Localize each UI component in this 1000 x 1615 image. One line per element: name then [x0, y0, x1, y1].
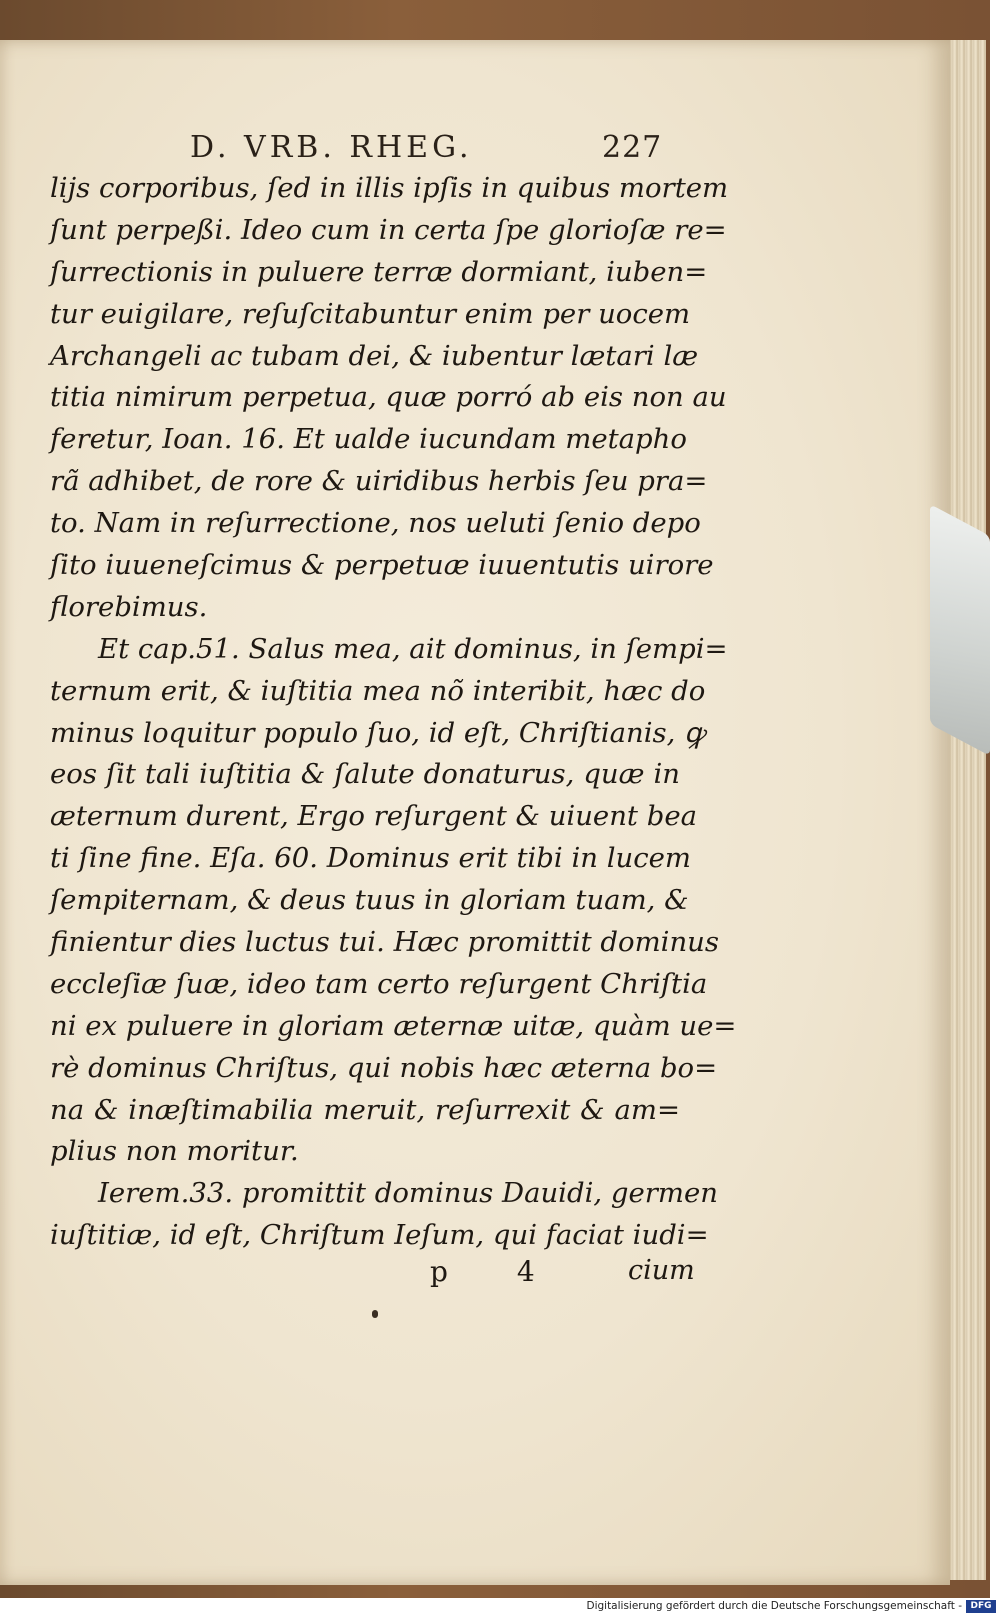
credit-text: Digitalisierung gefördert durch die Deutsche Forschungsgemeinschaft - [586, 1600, 962, 1612]
text-line: titia nimirum perpetua, quæ porró ab eis non au [50, 381, 727, 414]
running-head: D. VRB. RHEG. [190, 130, 473, 165]
text-line: ſunt perpeßi. Ideo cum in certa ſpe glorioſæ re= [50, 213, 727, 246]
text-line: Et cap.51. Salus mea, ait dominus, in ſempi= [98, 632, 728, 665]
text-line: minus loquitur populo ſuo, id eſt, Chriſtianis, ꝙ [50, 716, 705, 749]
text-line: na & inæſtimabilia meruit, reſurrexit & am= [50, 1093, 680, 1126]
dfg-logo: DFG [966, 1600, 996, 1613]
text-line: ni ex puluere in gloriam æternæ uitæ, quàm ue= [50, 1009, 737, 1042]
text-line: ſurrectionis in puluere terræ dormiant, iuben= [50, 255, 708, 288]
text-line: æternum durent, Ergo reſurgent & uiuent bea [50, 800, 697, 833]
credit-bar [0, 1598, 1000, 1615]
text-line: eccleſiæ ſuæ, ideo tam certo reſurgent Chriſtia [50, 967, 708, 1000]
text-line: ternum erit, & iuſtitia mea nõ interibit, hæc do [50, 674, 706, 707]
text-line: lijs corporibus, ſed in illis ipſis in quibus mortem [50, 172, 729, 204]
text-line: Archangeli ac tubam dei, & iubentur lætari læ [50, 339, 699, 372]
catchword: cium [628, 1255, 695, 1286]
text-line: finientur dies luctus tui. Hæc promittit dominus [50, 926, 719, 959]
body-text [50, 168, 737, 1257]
text-line: tur euigilare, reſuſcitabuntur enim per uocem [50, 297, 691, 330]
page-number: 227 [602, 130, 663, 165]
text-line: ti ſine fine. Eſa. 60. Dominus erit tibi in lucem [50, 842, 691, 875]
text-line: to. Nam in reſurrectione, nos ueluti ſenio depo [50, 507, 701, 540]
signature-mark: p 4 [430, 1255, 565, 1288]
text-line: plius non moritur. [50, 1135, 299, 1168]
text-line: iuſtitiæ, id eſt, Chriſtum Ieſum, qui faciat iudi= [50, 1219, 709, 1252]
text-line: ſito iuueneſcimus & perpetuæ iuuentutis uirore [50, 549, 714, 582]
text-line: feretur, Ioan. 16. Et ualde iucundam metapho [50, 423, 687, 456]
page-footer [0, 1255, 700, 1295]
ink-spot [372, 1310, 378, 1318]
text-line: eos ſit tali iuſtitia & ſalute donaturus, quæ in [50, 758, 680, 791]
text-line: rè dominus Chriſtus, qui nobis hæc æterna bo= [50, 1051, 718, 1084]
text-line: ſempiternam, & deus tuus in gloriam tuam, & [50, 884, 689, 917]
text-line: florebimus. [50, 590, 208, 623]
bookmark-strip [930, 504, 990, 756]
text-line: Ierem.33. promittit dominus Dauidi, germen [98, 1177, 718, 1210]
text-line: rã adhibet, de rore & uiridibus herbis ſeu pra= [50, 465, 708, 498]
